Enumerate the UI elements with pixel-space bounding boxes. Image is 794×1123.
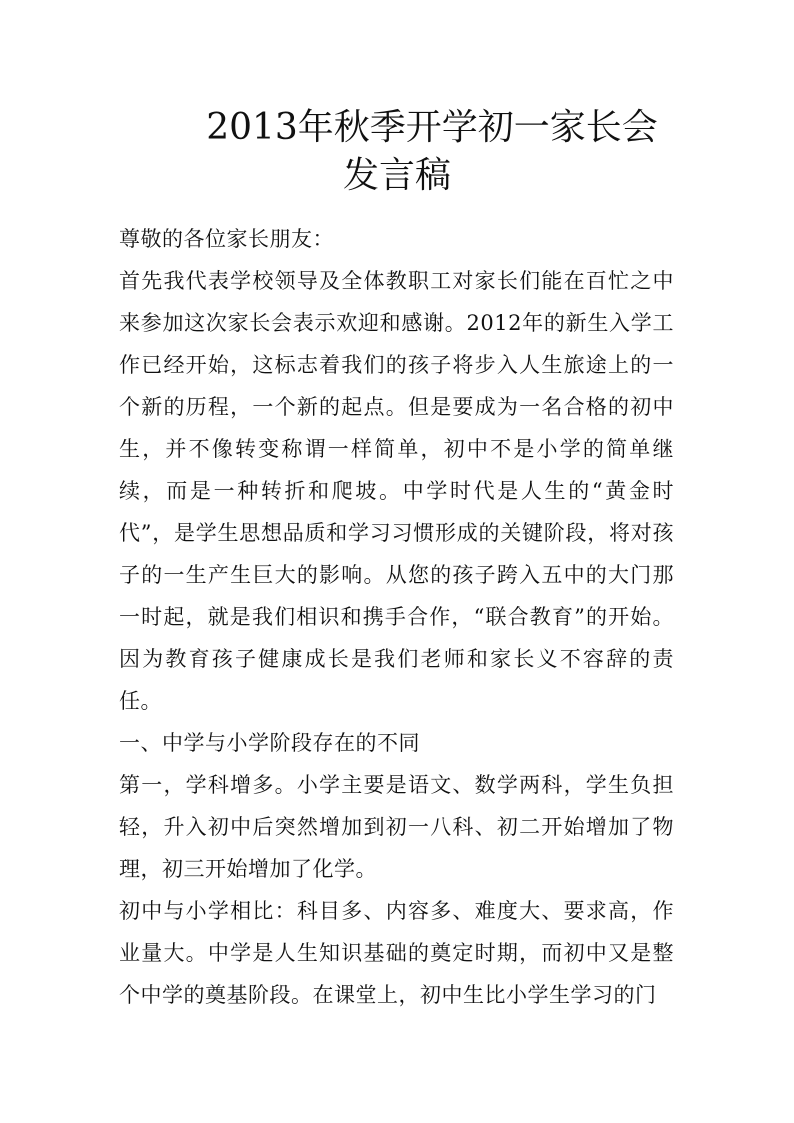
document-title-line-2: 发言稿 bbox=[342, 155, 451, 196]
body-paragraph: 第一，学科增多。小学主要是语文、数学两科，学生负担轻，升入初中后突然增加到初一八科、初二开始增加了物理，初三开始增加了化学。 bbox=[119, 773, 674, 881]
body-paragraph: 首先我代表学校领导及全体教职工对家长们能在百忙之中来参加这次家长会表示欢迎和感谢。2012年的新生入学工作已经开始，这标志着我们的孩子将步入人生旅途上的一个新的历程，一个新的起点。但是要成为一名合格的初中生，并不像转变称谓一样简单，初中不是小学的简单继续，而是一种转折和爬坡。中学时代是人生的“黄金时代”，是学生思想品质和学习习惯形成的关键阶段，将对孩子的一生产生巨大的影响。从您的孩子跨入五中的大门那一时起，就是我们相识和携手合作，“联合教育”的开始。因为教育孩子健康成长是我们老师和家长义不容辞的责任。 bbox=[119, 269, 674, 713]
body-paragraph: 初中与小学相比：科目多、内容多、难度大、要求高，作业量大。中学是人生知识基础的奠定时期，而初中又是整个中学的奠基阶段。在课堂上，初中生比小学生学习的门 bbox=[119, 899, 674, 1007]
section-heading: 一、中学与小学阶段存在的不同 bbox=[119, 731, 420, 755]
salutation: 尊敬的各位家长朋友： bbox=[119, 227, 334, 251]
document-body bbox=[119, 218, 674, 1016]
document-title-line-1: 2013年秋季开学初一家长会 bbox=[206, 107, 658, 148]
